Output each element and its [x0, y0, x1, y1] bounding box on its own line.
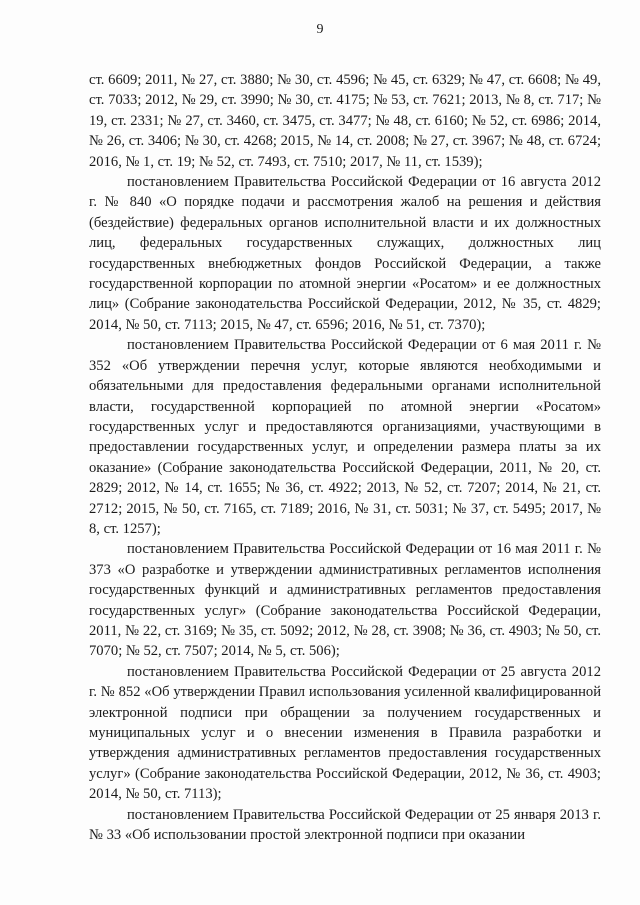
document-body — [89, 70, 601, 845]
paragraph-decree-373: постановлением Правительства Российской Федерации от 16 мая 2011 г. № 373 «О разработке и утверждении административных регламентов исполнения государственных функций и административных регламентов предоставления государственных услуг» (Собрание законодательства Российской Федерации, 2011, № 22, ст. 3169; № 35, ст. 5092; 2012, № 28, ст. 3908; № 36, ст. 4903; № 50, ст. 7070; № 52, ст. 7507; 2014, № 5, ст. 506); — [89, 541, 601, 660]
paragraph-decree-840: постановлением Правительства Российской Федерации от 16 августа 2012 г. № 840 «О порядке подачи и рассмотрения жалоб на решения и действия (бездействие) федеральных органов исполнительной власти и их должностных лиц, федеральных государственных служащих, должностных лиц государственных внебюджетных фондов Российской Федерации, а также государственной корпорации по атомной энергии «Росатом» и ее должностных лиц» (Собрание законодательства Российской Федерации, 2012, № 35, ст. 4829; 2014, № 50, ст. 7113; 2015, № 47, ст. 6596; 2016, № 51, ст. 7370); — [89, 174, 601, 333]
page-number: 9 — [316, 22, 324, 37]
paragraph-decree-852: постановлением Правительства Российской Федерации от 25 августа 2012 г. № 852 «Об утверждении Правил использования усиленной квалифицированной электронной подписи при обращении за получением государственных и муниципальных услуг и о внесении изменения в Правила разработки и утверждения административных регламентов предоставления государственных услуг» (Собрание законодательства Российской Федерации, 2012, № 36, ст. 4903; 2014, № 50, ст. 7113); — [89, 663, 601, 803]
paragraph-decree-33: постановлением Правительства Российской Федерации от 25 января 2013 г. № 33 «Об использовании простой электронной подписи при оказании — [89, 806, 601, 844]
paragraph-citation-continuation: ст. 6609; 2011, № 27, ст. 3880; № 30, ст. 4596; № 45, ст. 6329; № 47, ст. 6608; № 49, ст. 7033; 2012, № 29, ст. 3990; № 30, ст. 4175; № 53, ст. 7621; 2013, № 8, ст. 717; № 19, ст. 2331; № 27, ст. 3460, ст. 3475, ст. 3477; № 48, ст. 6160; № 52, ст. 6986; 2014, № 26, ст. 3406; № 30, ст. 4268; 2015, № 14, ст. 2008; № 27, ст. 3967; № 48, ст. 6724; 2016, № 1, ст. 19; № 52, ст. 7493, ст. 7510; 2017, № 11, ст. 1539); — [89, 72, 601, 170]
paragraph-decree-352: постановлением Правительства Российской Федерации от 6 мая 2011 г. № 352 «Об утверждении перечня услуг, которые являются необходимыми и обязательными для предоставления федеральными органами исполнительной власти, государственной корпорацией по атомной энергии «Росатом» государственных услуг и предоставляются организациями, участвующими в предоставлении государственных услуг, и определении размера платы за их оказание» (Собрание законодательства Российской Федерации, 2011, № 20, ст. 2829; 2012, № 14, ст. 1655; № 36, ст. 4922; 2013, № 52, ст. 7207; 2014, № 21, ст. 2712; 2015, № 50, ст. 7165, ст. 7189; 2016, № 31, ст. 5031; № 37, ст. 5495; 2017, № 8, ст. 1257); — [89, 337, 601, 537]
